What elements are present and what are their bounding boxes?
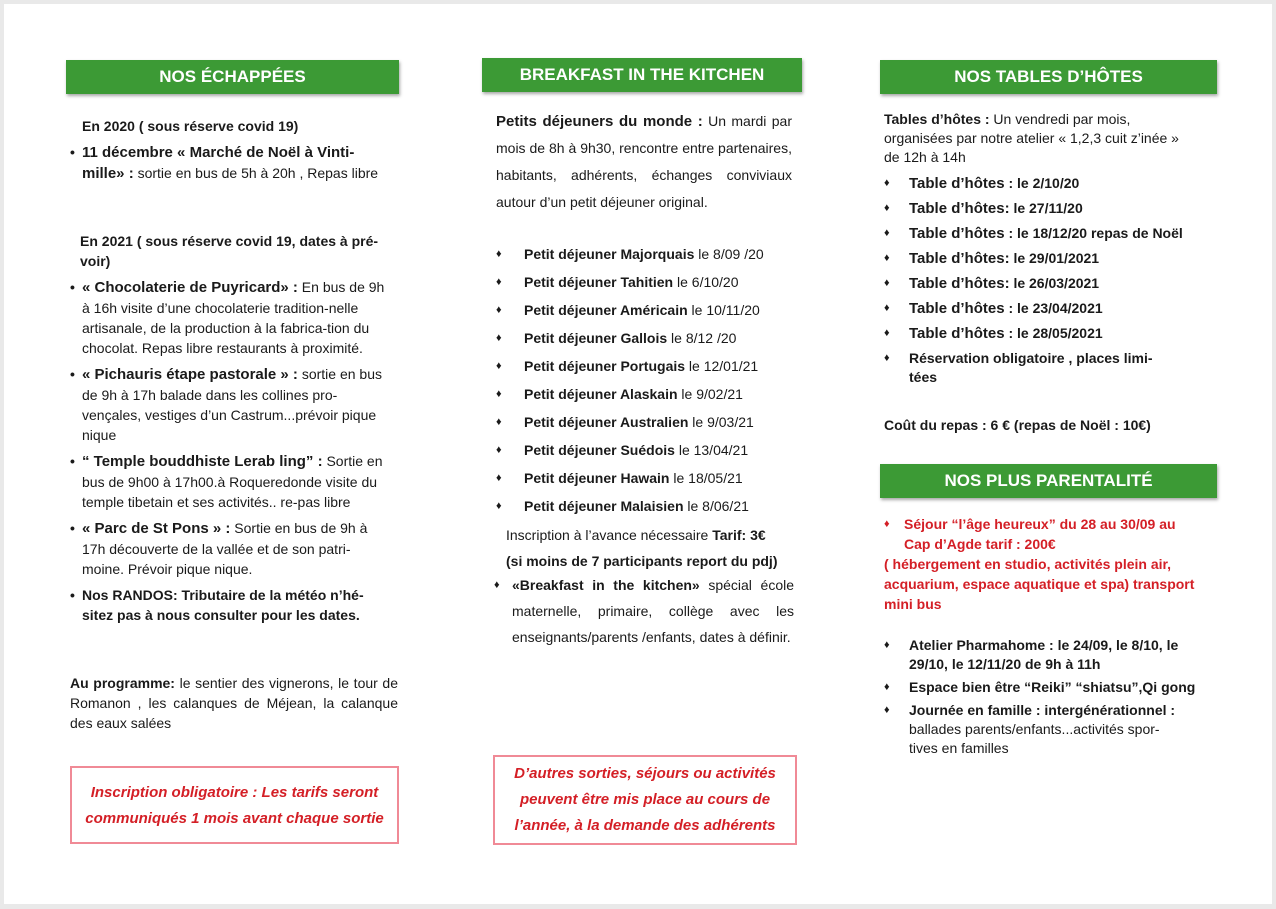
sejour-detail: ( hébergement en studio, activités plein air, acquarium, espace aquatique et spa) transport mini bus — [884, 556, 1195, 612]
list-item — [884, 274, 1184, 293]
list-item — [884, 678, 1209, 697]
activity-title: Journée en famille : intergénérationnel : — [909, 702, 1176, 718]
randos-title: Nos RANDOS: — [82, 587, 178, 603]
list-item-sejour — [884, 514, 1199, 554]
activities-list — [884, 636, 1209, 758]
breakfast-name: Petit déjeuner Américain — [524, 302, 688, 318]
table-label: Table d’hôtes: — [909, 250, 1010, 267]
table-date: : le 28/05/2021 — [1004, 325, 1103, 341]
tables-intro-title: Tables d’hôtes : — [884, 111, 990, 127]
breakfast-name: Petit déjeuner Tahitien — [524, 274, 674, 290]
sejour-list — [884, 514, 1199, 554]
list-item — [884, 224, 1184, 243]
breakfast-name: Petit déjeuner Alaskain — [524, 386, 678, 402]
list-item-reservation — [884, 349, 1169, 387]
programme-label: Au programme: — [70, 675, 175, 691]
special-list — [494, 572, 794, 650]
item-title: « Parc de St Pons » : — [82, 520, 231, 537]
list-item — [884, 174, 1184, 193]
list-item — [496, 436, 796, 464]
breakfast-name: Petit déjeuner Gallois — [524, 330, 668, 346]
list-item — [68, 518, 386, 579]
list-2020 — [68, 142, 386, 184]
table-date: le 27/11/20 — [1009, 200, 1083, 216]
parentalite-banner: NOS PLUS PARENTALITÉ — [880, 464, 1217, 498]
breakfast-date: le 6/10/20 — [673, 274, 739, 290]
list-item — [496, 380, 796, 408]
table-label: Table d’hôtes: — [909, 200, 1010, 217]
breakfast-banner: BREAKFAST IN THE KITCHEN — [482, 58, 802, 92]
list-item — [496, 492, 796, 520]
inscription-line — [506, 522, 806, 548]
intro-title: Petits déjeuners du monde : — [496, 113, 703, 130]
breakfast-date: le 10/11/20 — [687, 302, 760, 318]
special-title: «Breakfast in the kitchen» — [512, 577, 700, 593]
echappees-banner: NOS ÉCHAPPÉES — [66, 60, 399, 94]
breakfast-date: le 8/09 /20 — [694, 246, 764, 262]
item-2020-title: 11 décembre « Marché de Noël à Vinti-mille» : — [82, 144, 355, 182]
list-item — [496, 352, 796, 380]
report-line — [506, 548, 806, 574]
breakfast-date: le 8/12 /20 — [667, 330, 737, 346]
item-title: “ Temple bouddhiste Lerab ling” : — [82, 453, 323, 470]
activity-title: Espace bien être “Reiki” “shiatsu”,Qi gong — [909, 679, 1196, 695]
list-item — [884, 636, 1209, 674]
list-item — [884, 199, 1184, 218]
list-item — [884, 299, 1184, 318]
cout-repas: Coût du repas : 6 € (repas de Noël : 10€) — [884, 417, 1151, 433]
breakfast-date: le 12/01/21 — [685, 358, 759, 374]
randos-text: Tributaire de la météo n’hé-sitez pas à nous consulter pour les dates. — [82, 587, 364, 623]
breakfast-date: le 9/03/21 — [688, 414, 754, 430]
table-label: Table d’hôtes: — [909, 275, 1010, 292]
programme — [70, 673, 398, 733]
item-text: En bus de 9h à 16h visite d’une chocolaterie tradition-nelle artisanale, de la production à la fabrica-tion du chocolat. Repas libre restaurants à proximité. — [82, 279, 385, 356]
list-item — [496, 240, 796, 268]
list-item — [496, 296, 796, 324]
tables-intro — [884, 110, 1184, 167]
list-item — [494, 572, 794, 650]
list-item — [496, 268, 796, 296]
list-item — [496, 408, 796, 436]
table-label: Table d’hôtes — [909, 300, 1005, 317]
breakfast-date: le 18/05/21 — [669, 470, 743, 486]
table-label: Table d’hôtes — [909, 175, 1005, 192]
breakfast-list — [496, 240, 796, 520]
list-item — [496, 324, 796, 352]
breakfast-name: Petit déjeuner Hawain — [524, 470, 670, 486]
heading-2020: En 2020 ( sous réserve covid 19) — [82, 118, 299, 134]
list-item — [68, 277, 386, 358]
breakfast-intro — [496, 108, 792, 216]
table-date: le 26/03/2021 — [1009, 275, 1100, 291]
breakfast-name: Petit déjeuner Malaisien — [524, 498, 684, 514]
item-title: « Chocolaterie de Puyricard» : — [82, 279, 298, 296]
item-text: Sortie en bus de 9h00 à 17h00.à Roqueredonde visite du temple tibetain et ses activités.. re-pas libre — [82, 453, 383, 510]
breakfast-name: Petit déjeuner Australien — [524, 414, 689, 430]
brochure-page — [4, 4, 1272, 904]
tables-list — [884, 174, 1184, 387]
notice-box-inscription: Inscription obligatoire : Les tarifs seront communiqués 1 mois avant chaque sortie — [70, 766, 399, 844]
heading-2021: En 2021 ( sous réserve covid 19, dates à pré-voir) — [80, 233, 379, 269]
list-item — [68, 364, 386, 445]
list-item — [884, 324, 1184, 343]
list-item-randos — [68, 585, 386, 625]
item-2020-text: sortie en bus de 5h à 20h , Repas libre — [133, 165, 379, 181]
table-date: : le 18/12/20 repas de Noël — [1004, 225, 1183, 241]
notice-box-autres: D’autres sorties, séjours ou activités peuvent être mis place au cours de l’année, à la demande des adhérents — [493, 755, 797, 845]
item-text: Sortie en bus de 9h à 17h découverte de la vallée et de son patri-moine. Prévoir pique nique. — [82, 520, 368, 577]
breakfast-name: Petit déjeuner Portugais — [524, 358, 686, 374]
list-item — [68, 142, 386, 184]
list-2021 — [68, 277, 386, 629]
activity-title: Atelier Pharmahome : le 24/09, le 8/10, le 29/10, le 12/11/20 de 9h à 11h — [909, 637, 1179, 672]
item-text: sortie en bus de 9h à 17h balade dans les collines pro-vençales, vestiges d’un Castrum...prévoir pique nique — [82, 366, 382, 443]
activity-text: ballades parents/enfants...activités spor-tives en familles — [909, 721, 1160, 756]
table-date: : le 2/10/20 — [1004, 175, 1080, 191]
sejour-text: Séjour “l’âge heureux” du 28 au 30/09 au Cap d’Agde tarif : 200€ — [904, 516, 1176, 552]
tables-banner: NOS TABLES D’HÔTES — [880, 60, 1217, 94]
intro-text: Un mardi par mois de 8h à 9h30, rencontre entre partenaires, habitants, adhérents, échanges conviviaux autour d’un petit déjeuner original. — [496, 113, 792, 210]
breakfast-name: Petit déjeuner Suédois — [524, 442, 675, 458]
reservation-text: Réservation obligatoire , places limi-tées — [909, 350, 1153, 385]
table-label: Table d’hôtes — [909, 225, 1005, 242]
list-item — [884, 701, 1179, 758]
item-title: « Pichauris étape pastorale » : — [82, 366, 298, 383]
special-text: spécial école maternelle, primaire, collège avec les enseignants/parents /enfants, dates à définir. — [512, 577, 795, 645]
breakfast-date: le 13/04/21 — [674, 442, 749, 458]
table-date: : le 23/04/2021 — [1004, 300, 1103, 316]
programme-text: le sentier des vignerons, le tour de Romanon , les calanques de Méjean, la calanque des eaux salées — [70, 675, 398, 731]
breakfast-name: Petit déjeuner Majorquais — [524, 246, 695, 262]
list-item — [884, 249, 1184, 268]
tarif: Tarif: 3€ — [712, 527, 766, 543]
table-date: le 29/01/2021 — [1009, 250, 1100, 266]
breakfast-date: le 8/06/21 — [683, 498, 749, 514]
report-text: (si moins de 7 participants report du pdj) — [506, 553, 778, 569]
inscription-text: Inscription à l’avance nécessaire — [506, 527, 713, 543]
list-item — [68, 451, 386, 512]
table-label: Table d’hôtes — [909, 325, 1005, 342]
list-item — [496, 464, 796, 492]
tables-intro-text: Un vendredi par mois, organisées par notre atelier « 1,2,3 cuit z’inée » de 12h à 14h — [884, 111, 1179, 165]
breakfast-date: le 9/02/21 — [677, 386, 743, 402]
